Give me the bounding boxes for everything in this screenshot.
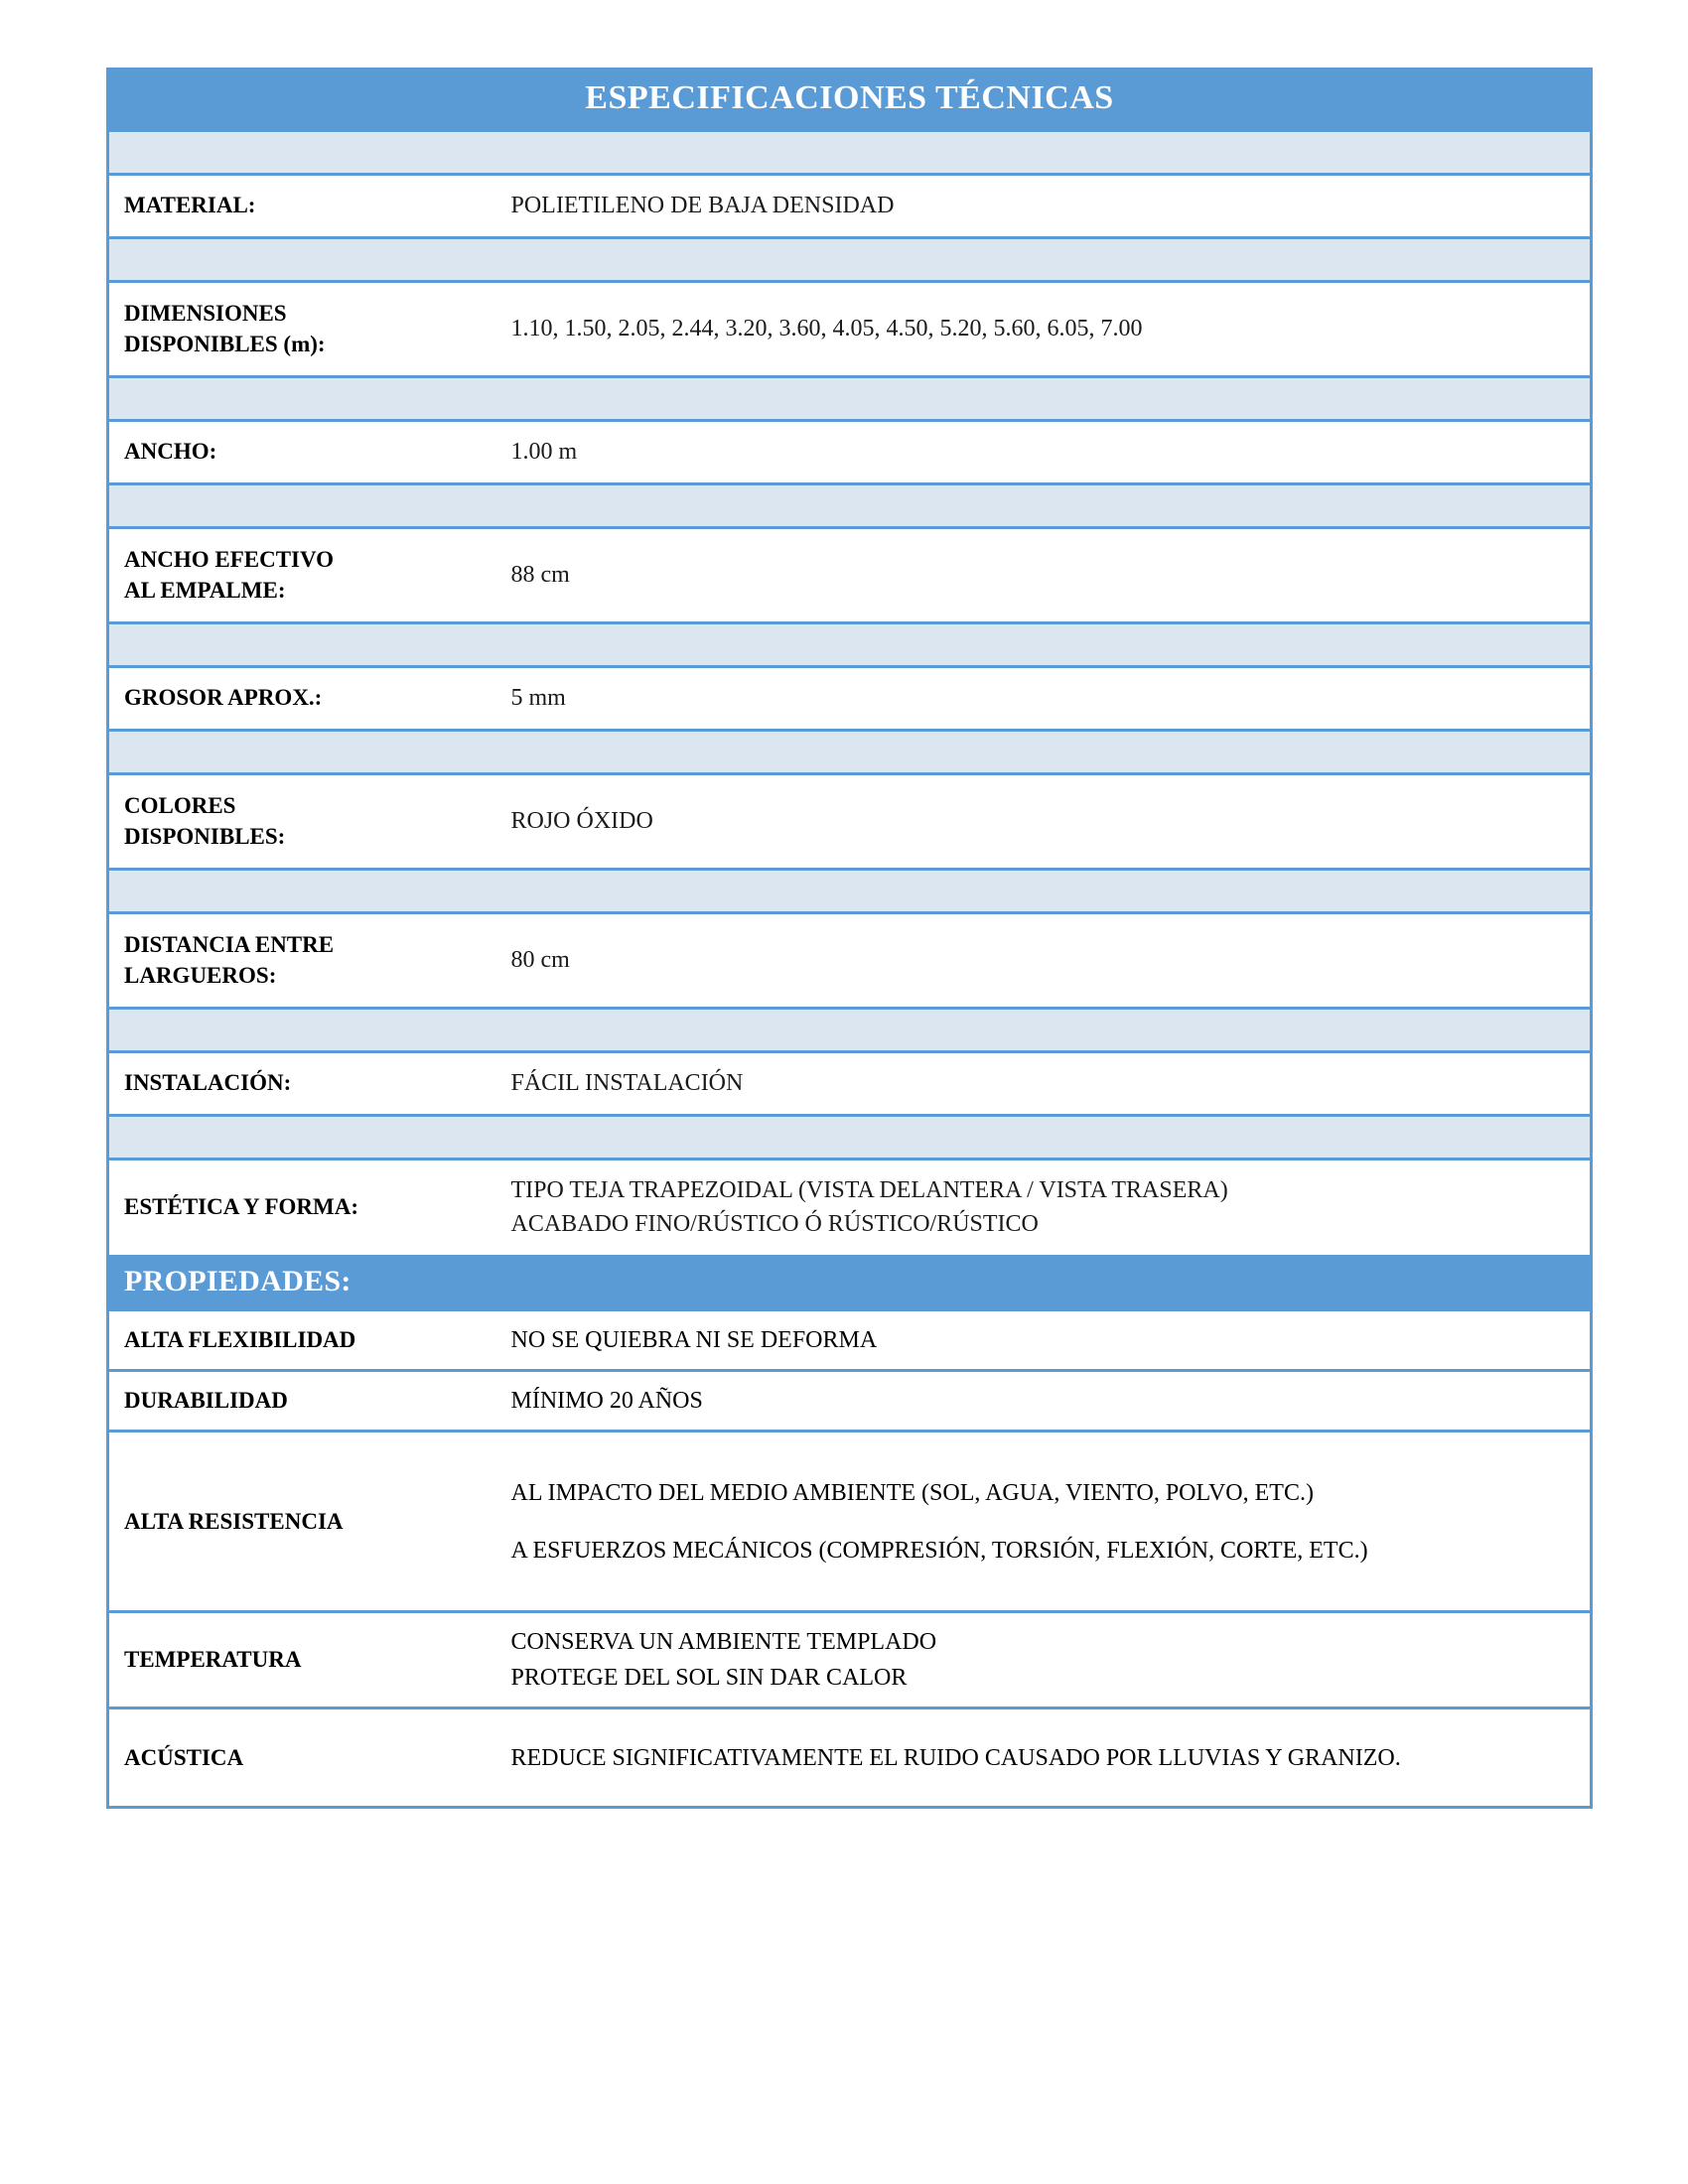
spec-label-instalacion: INSTALACIÓN:: [108, 1052, 501, 1116]
spacer-cell-left: [108, 870, 501, 913]
propiedad-value-acustica: REDUCE SIGNIFICATIVAMENTE EL RUIDO CAUSADO POR LLUVIAS Y GRANIZO.: [501, 1708, 1592, 1808]
propiedad-value-resistencia-line1: AL IMPACTO DEL MEDIO AMBIENTE (SOL, AGUA, VIENTO, POLVO, ETC.): [510, 1479, 1314, 1506]
spec-value-instalacion: FÁCIL INSTALACIÓN: [501, 1052, 1592, 1116]
spacer-cell-right: [501, 731, 1592, 774]
spacer-row: [108, 484, 1592, 528]
propiedad-row-temperatura: [108, 1612, 1592, 1708]
spec-row-estetica: [108, 1160, 1592, 1255]
spec-value-estetica: [501, 1160, 1592, 1255]
spec-row-grosor: [108, 667, 1592, 731]
spacer-cell-left: [108, 377, 501, 421]
spec-row-distancia: [108, 913, 1592, 1009]
spacer-cell-left: [108, 1116, 501, 1160]
spacer-cell-right: [501, 1009, 1592, 1052]
spec-label-material: MATERIAL:: [108, 175, 501, 238]
spec-value-estetica-line2: ACABADO FINO/RÚSTICO Ó RÚSTICO/RÚSTICO: [510, 1211, 1039, 1238]
spacer-row: [108, 238, 1592, 282]
propiedad-row-acustica: [108, 1708, 1592, 1808]
propiedad-label-acustica: ACÚSTICA: [108, 1708, 501, 1808]
spacer-cell-left: [108, 484, 501, 528]
spec-label-colores: [108, 774, 501, 870]
spacer-row: [108, 731, 1592, 774]
spec-value-material: POLIETILENO DE BAJA DENSIDAD: [501, 175, 1592, 238]
spacer-row: [108, 1116, 1592, 1160]
spec-value-ancho-efectivo: 88 cm: [501, 528, 1592, 623]
spec-label-estetica: ESTÉTICA Y FORMA:: [108, 1160, 501, 1255]
specifications-title-bar: [106, 68, 1593, 129]
propiedad-row-resistencia: [108, 1432, 1592, 1612]
spec-label-distancia: [108, 913, 501, 1009]
spacer-cell-right: [501, 238, 1592, 282]
spacer-cell-right: [501, 1116, 1592, 1160]
spec-label-dimensiones-line1: DIMENSIONES: [124, 300, 287, 326]
spacer-row: [108, 1009, 1592, 1052]
spec-label-ancho-efectivo: [108, 528, 501, 623]
spacer-cell-right: [501, 131, 1592, 175]
spec-value-colores: ROJO ÓXIDO: [501, 774, 1592, 870]
propiedades-section-header: [108, 1255, 1592, 1310]
propiedad-value-temperatura: [501, 1612, 1592, 1708]
spec-label-colores-line2: DISPONIBLES:: [124, 823, 286, 849]
spacer-cell-left: [108, 623, 501, 667]
spec-row-material: [108, 175, 1592, 238]
spec-label-distancia-line1: DISTANCIA ENTRE: [124, 931, 335, 957]
spacer-cell-right: [501, 377, 1592, 421]
propiedad-label-flexibilidad: ALTA FLEXIBILIDAD: [108, 1310, 501, 1371]
propiedad-value-durabilidad: MÍNIMO 20 AÑOS: [501, 1371, 1592, 1432]
spacer-cell-left: [108, 1009, 501, 1052]
spec-label-ancho-efectivo-line2: AL EMPALME:: [124, 577, 286, 603]
spec-label-dimensiones-line2: DISPONIBLES (m):: [124, 331, 326, 356]
spec-value-ancho: 1.00 m: [501, 421, 1592, 484]
spacer-cell-left: [108, 131, 501, 175]
propiedad-value-temperatura-line2: PROTEGE DEL SOL SIN DAR CALOR: [510, 1665, 908, 1692]
spec-row-ancho-efectivo: [108, 528, 1592, 623]
spec-label-dimensiones: [108, 282, 501, 377]
propiedades-table: [106, 1255, 1593, 1810]
propiedad-value-flexibilidad: NO SE QUIEBRA NI SE DEFORMA: [501, 1310, 1592, 1371]
propiedad-value-resistencia-line2: A ESFUERZOS MECÁNICOS (COMPRESIÓN, TORSIÓN, FLEXIÓN, CORTE, ETC.): [510, 1537, 1368, 1564]
spec-row-dimensiones: [108, 282, 1592, 377]
spec-label-ancho-efectivo-line1: ANCHO EFECTIVO: [124, 546, 335, 572]
spec-value-estetica-line1: TIPO TEJA TRAPEZOIDAL (VISTA DELANTERA / VISTA TRASERA): [510, 1177, 1228, 1204]
spacer-row: [108, 131, 1592, 175]
spec-row-instalacion: [108, 1052, 1592, 1116]
spacer-row: [108, 623, 1592, 667]
propiedades-section-title: PROPIEDADES:: [108, 1255, 1592, 1310]
propiedad-value-resistencia: [501, 1432, 1592, 1612]
specifications-sheet: [106, 68, 1593, 1809]
spacer-row: [108, 377, 1592, 421]
propiedad-row-flexibilidad: [108, 1310, 1592, 1371]
spec-label-ancho: ANCHO:: [108, 421, 501, 484]
spec-row-colores: [108, 774, 1592, 870]
spacer-cell-right: [501, 623, 1592, 667]
spec-row-ancho: [108, 421, 1592, 484]
spec-value-distancia: 80 cm: [501, 913, 1592, 1009]
specifications-table: [106, 129, 1593, 1255]
spec-value-dimensiones: 1.10, 1.50, 2.05, 2.44, 3.20, 3.60, 4.05, 4.50, 5.20, 5.60, 6.05, 7.00: [501, 282, 1592, 377]
page-title: ESPECIFICACIONES TÉCNICAS: [585, 79, 1114, 116]
spacer-cell-right: [501, 484, 1592, 528]
propiedad-value-temperatura-line1: CONSERVA UN AMBIENTE TEMPLADO: [510, 1629, 937, 1656]
spacer-cell-left: [108, 238, 501, 282]
spec-label-distancia-line2: LARGUEROS:: [124, 962, 277, 988]
spec-label-colores-line1: COLORES: [124, 792, 236, 818]
spec-label-grosor: GROSOR APROX.:: [108, 667, 501, 731]
spacer-cell-left: [108, 731, 501, 774]
spec-value-grosor: 5 mm: [501, 667, 1592, 731]
propiedad-label-resistencia: ALTA RESISTENCIA: [108, 1432, 501, 1612]
propiedad-row-durabilidad: [108, 1371, 1592, 1432]
spacer-cell-right: [501, 870, 1592, 913]
propiedad-label-temperatura: TEMPERATURA: [108, 1612, 501, 1708]
propiedad-label-durabilidad: DURABILIDAD: [108, 1371, 501, 1432]
spacer-row: [108, 870, 1592, 913]
